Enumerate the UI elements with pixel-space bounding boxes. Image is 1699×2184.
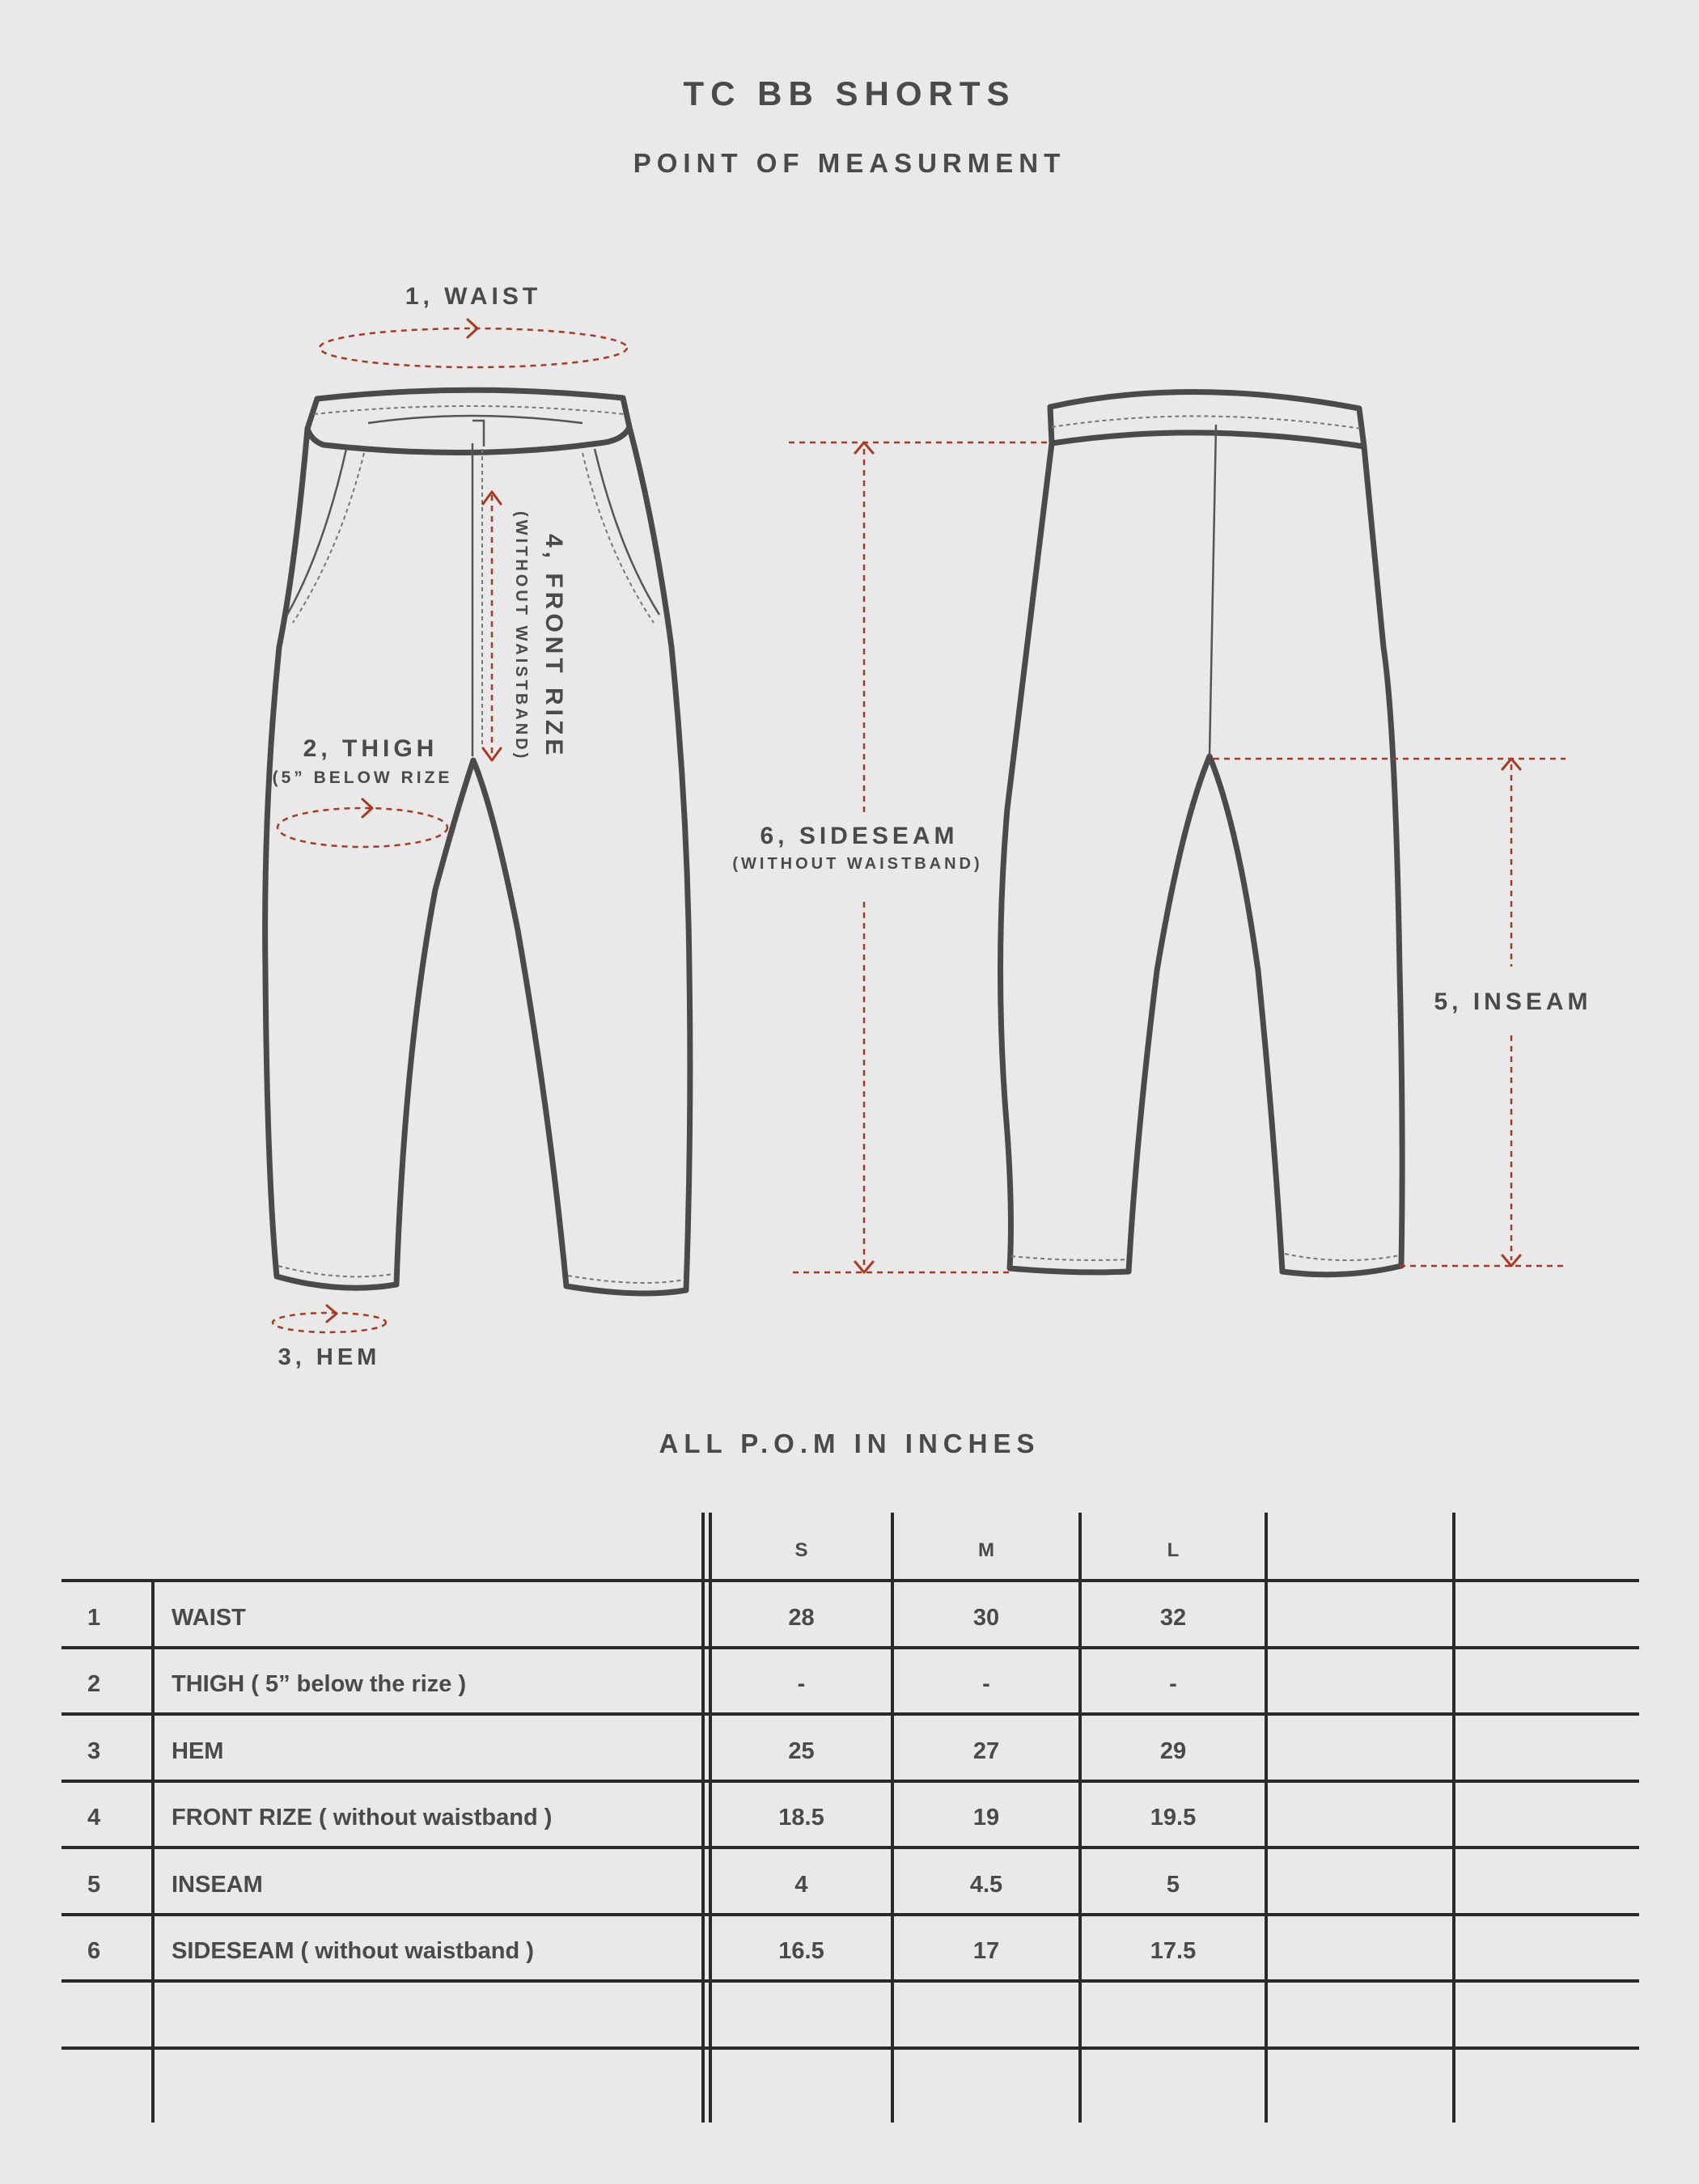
page-subtitle: POINT OF MEASURMENT bbox=[633, 148, 1066, 178]
size-header-m: M bbox=[978, 1539, 994, 1561]
measure-name: WAIST bbox=[172, 1605, 246, 1631]
table-rule bbox=[61, 1979, 1639, 1983]
front-view-pants bbox=[265, 390, 690, 1293]
row-number: 3 bbox=[87, 1738, 101, 1764]
value-l: 19.5 bbox=[1150, 1805, 1197, 1831]
value-m: 30 bbox=[972, 1605, 1000, 1631]
size-header-s: S bbox=[794, 1539, 808, 1561]
value-s: 28 bbox=[788, 1605, 815, 1631]
value-m: - bbox=[982, 1671, 990, 1697]
row-number: 6 bbox=[87, 1938, 101, 1964]
measure-name: THIGH ( 5” below the rize ) bbox=[172, 1671, 467, 1697]
front-rize-label: 4, FRONT RIZE bbox=[540, 534, 567, 760]
thigh-note: (5” BELOW RIZE bbox=[272, 768, 453, 787]
sideseam-note: (WITHOUT WAISTBAND) bbox=[732, 855, 983, 873]
value-m: 19 bbox=[972, 1805, 1000, 1831]
row-number: 4 bbox=[87, 1805, 101, 1831]
waist-label: 1, WAIST bbox=[405, 283, 542, 310]
waist-measure-marker bbox=[320, 320, 627, 367]
row-number: 1 bbox=[87, 1605, 101, 1631]
units-note: ALL P.O.M IN INCHES bbox=[659, 1428, 1040, 1458]
measure-name: INSEAM bbox=[172, 1872, 263, 1898]
front-rize-note: (WITHOUT WAISTBAND) bbox=[512, 511, 530, 762]
thigh-measure-marker bbox=[278, 799, 447, 847]
size-header-l: L bbox=[1167, 1539, 1180, 1561]
value-l: 29 bbox=[1159, 1738, 1187, 1764]
table-rule bbox=[61, 1846, 1639, 1849]
value-l: 5 bbox=[1166, 1872, 1180, 1898]
hem-measure-marker bbox=[273, 1306, 386, 1332]
value-m: 4.5 bbox=[969, 1872, 1003, 1898]
row-number: 2 bbox=[87, 1671, 101, 1697]
table-rule bbox=[61, 1913, 1639, 1916]
table-rule bbox=[1265, 1513, 1268, 2123]
sideseam-label: 6, SIDESEAM bbox=[760, 823, 959, 849]
value-m: 27 bbox=[972, 1738, 1000, 1764]
back-view-pants bbox=[1001, 392, 1403, 1274]
value-l: 17.5 bbox=[1150, 1938, 1197, 1964]
inseam-label: 5, INSEAM bbox=[1434, 988, 1592, 1015]
value-s: - bbox=[797, 1671, 806, 1697]
thigh-label: 2, THIGH bbox=[303, 735, 439, 762]
value-l: 32 bbox=[1159, 1605, 1187, 1631]
value-m: 17 bbox=[972, 1938, 1000, 1964]
value-s: 4 bbox=[794, 1872, 808, 1898]
value-s: 16.5 bbox=[778, 1938, 824, 1964]
measure-name: HEM bbox=[172, 1738, 224, 1764]
value-s: 18.5 bbox=[778, 1805, 824, 1831]
table-rule bbox=[61, 2046, 1639, 2050]
value-l: - bbox=[1169, 1671, 1177, 1697]
table-rule bbox=[701, 1513, 705, 2123]
table-rule bbox=[61, 1712, 1639, 1716]
table-rule bbox=[61, 1646, 1639, 1649]
table-rule bbox=[61, 1579, 1639, 1582]
hem-label: 3, HEM bbox=[278, 1344, 381, 1370]
table-rule bbox=[61, 1780, 1639, 1783]
page-title: TC BB SHORTS bbox=[683, 74, 1016, 112]
table-rule bbox=[151, 1579, 155, 2123]
measure-name: SIDESEAM ( without waistband ) bbox=[172, 1938, 534, 1964]
value-s: 25 bbox=[788, 1738, 815, 1764]
front-rize-measure-marker bbox=[483, 492, 501, 760]
measure-name: FRONT RIZE ( without waistband ) bbox=[172, 1805, 553, 1831]
table-rule bbox=[1452, 1513, 1455, 2123]
row-number: 5 bbox=[87, 1872, 101, 1898]
